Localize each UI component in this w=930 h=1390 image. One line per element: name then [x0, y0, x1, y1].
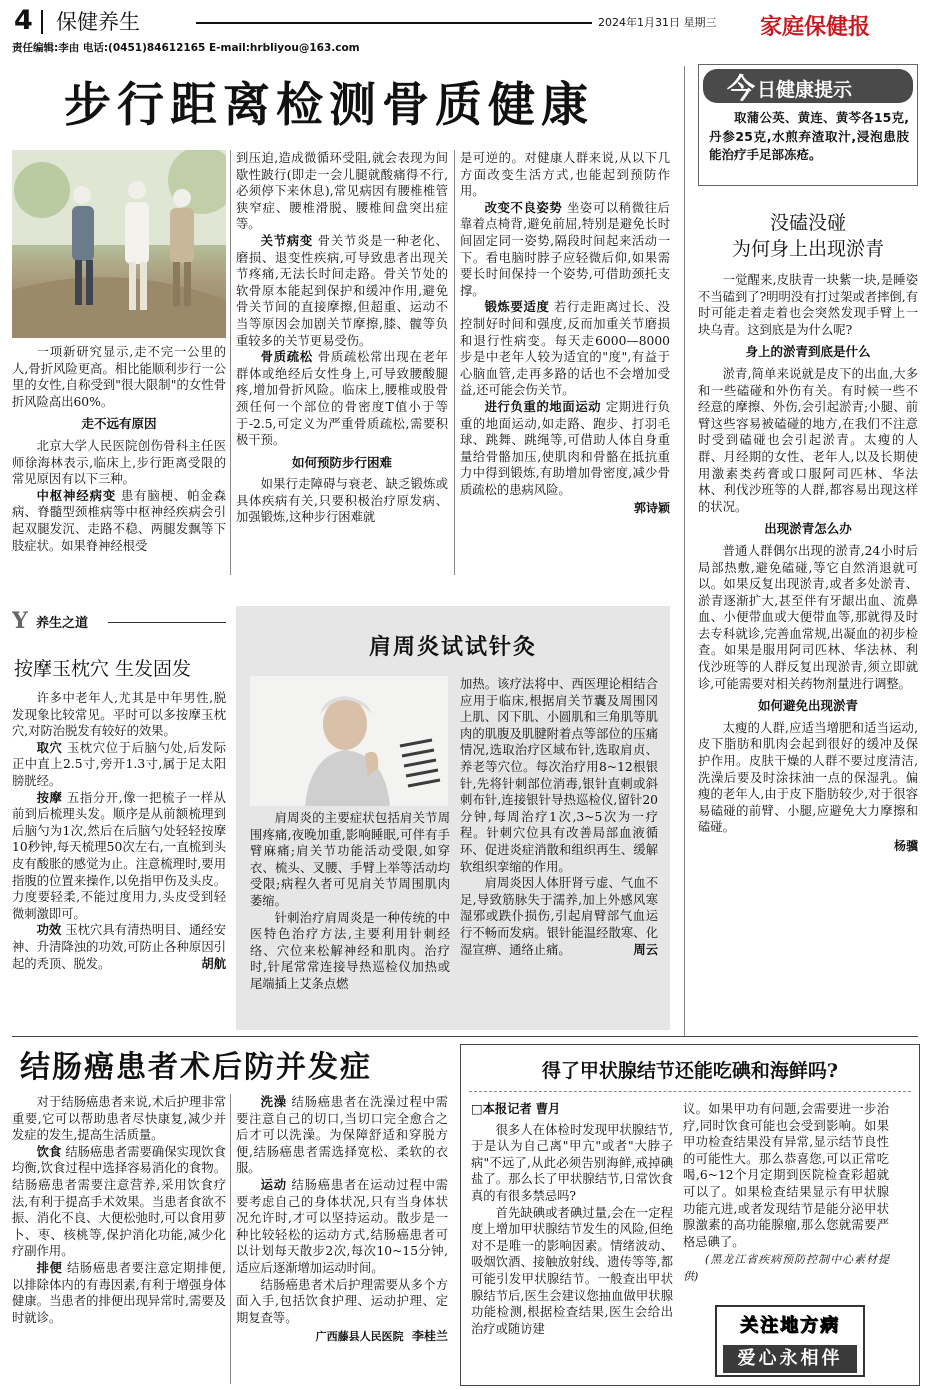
- shoulder-title: 肩周炎试试针灸: [368, 634, 537, 660]
- yangsheng-p1: 许多中老年人,尤其是中年男性,脱发现象比较常见。平时可以多按摩玉枕穴,对防治脱发有较好的效果。: [12, 691, 226, 739]
- colon-p3: 结肠癌患者要注意定期排便,以排除体内的有毒因素,有利于增强身体健康。当患者的排便出现异常时,需要及时就诊。: [12, 1260, 226, 1325]
- main-col1-text: 一项新研究显示,走不完一公里的人,骨折风险更高。相比能顺利步行一公里的女性,自称受到"很大限制"的女性骨折风险高出60%。: [12, 345, 226, 409]
- colon-p6: 结肠癌患者术后护理需要从多个方面入手,包括饮食护理、运动护理、定期复查等。: [236, 1277, 448, 1325]
- bruise-body: [698, 272, 918, 1032]
- keyword-diet: 饮食: [36, 1144, 62, 1159]
- page-number: 4: [14, 5, 33, 36]
- yangsheng-badge-label: 养生之道: [36, 616, 89, 631]
- keyword-cns: 中枢神经病变: [36, 488, 117, 503]
- subhead-cause: 走不远有原因: [81, 416, 157, 432]
- shoulder-p2: 针刺治疗肩周炎是一种传统的中医特色治疗方法,主要利用针刺经络、穴位来松解神经和肌肉。治疗时,针尾常常连接导热巡检仪加热或尾端插上艾条点燃: [250, 910, 450, 991]
- thyroid-box: [460, 1044, 920, 1386]
- bruise-sub2: 出现淤青怎么办: [764, 521, 852, 537]
- main-col2: [236, 150, 448, 574]
- thyroid-col1: [471, 1101, 673, 1383]
- keyword-sport: 运动: [260, 1177, 287, 1192]
- bruise-sub3: 如何避免出现淤青: [757, 698, 858, 714]
- shoulder-p1: 肩周炎的主要症状包括肩关节周围疼痛,夜晚加重,影响睡眠,可伴有手臂麻痛;肩关节功能活动受限,如穿衣、梳头、叉腰、手臂上举等活动均受限;病程久者可见肩关节周围肌肉萎缩。: [250, 811, 450, 908]
- keyword-posture: 改变不良姿势: [484, 200, 563, 215]
- y-logo-icon: Y: [12, 608, 28, 634]
- subhead-prevent: 如何预防步行困难: [291, 454, 392, 470]
- bruise-p1: 一觉醒来,皮肤青一块紫一块,是睡姿不当磕到了?明明没有打过架或者摔倒,有时可能走着走着也会突然发现手臂上一块乌青。这到底是为什么呢?: [698, 273, 918, 337]
- bruise-title-line1: 没磕没碰: [769, 212, 846, 234]
- walking-elders-photo: [12, 150, 226, 338]
- keyword-bowel: 排便: [36, 1260, 63, 1275]
- section-name: 保健养生: [56, 10, 140, 34]
- yangsheng-p3: 五指分开,像一把梳子一样从前到后梳理头发。顺序是从前额梳理到后脑勺为1次,然后在后脑勺处轻轻按摩10秒钟,每天梳理50次左右,一直梳到头皮有酸胀的感觉为止。注意梳理时,要用指腹的位置来操作,以免指甲伤及头皮。力度要轻柔,不能过度用力,头皮受到轻微刺激即可。: [12, 790, 226, 921]
- bruise-title: [698, 210, 918, 262]
- page-header: [0, 0, 930, 56]
- keyword-joint: 关节病变: [260, 233, 314, 248]
- main-col1-text2: 北京大学人民医院创伤骨科主任医师徐海林表示,临床上,步行距离受限的常见原因有以下三种。: [12, 438, 226, 487]
- colon-col1: [12, 1094, 226, 1386]
- thyroid-p2: 首先缺碘或者碘过量,会在一定程度上增加甲状腺结节发生的风险,但绝对不是唯一的影响因素。情绪波动、吸烟饮酒、接触放射线、遗传等等,都可能引发甲状腺结节。一般查出甲状腺结节后,医生会建议您抽血做甲状腺功能检测,根据检查结果,医生会给出治疗或随访建: [471, 1205, 673, 1336]
- main-col2-text3: 骨质疏松常出现在老年群体或绝经后女性身上,可导致腰酸腿疼,增加骨折风险。临床上,腰椎或股骨颈任何一个部位的骨密度T值小于等于-2.5,可定义为严重骨质疏松,需要积极干预。: [236, 350, 448, 448]
- keyword-quxue: 取穴: [36, 740, 63, 755]
- colon-hospital: 广西藤县人民医院: [315, 1330, 404, 1344]
- yangsheng-title: 按摩玉枕穴 生发固发: [14, 658, 192, 680]
- shoulder-col2: [460, 676, 658, 1020]
- local-disease-stamp: [715, 1305, 865, 1377]
- yangsheng-author: 胡航: [201, 956, 226, 971]
- colon-p4: 结肠癌患者在洗澡过程中需要注意自己的切口,当切口完全愈合之后才可以洗澡。为保障舒适和穿脱方便,结肠癌患者需选择宽松、柔软的衣服。: [236, 1095, 448, 1176]
- health-tips-header: [703, 69, 913, 103]
- main-col3-text: 是可逆的。对健康人群来说,从以下几方面改变生活方式,也能起到预防作用。: [460, 151, 670, 199]
- keyword-exercise: 锻炼要适度: [484, 300, 550, 315]
- bruise-title-line2: 为何身上出现淤青: [731, 238, 884, 260]
- yangsheng-body: [12, 690, 226, 1028]
- main-headline: 步行距离检测骨质健康: [64, 78, 594, 133]
- shoulder-box: [236, 606, 670, 1030]
- health-tips-text: 取蒲公英、黄连、黄芩各15克,丹参25克,水煎弃渣取汁,浸泡患肢能治疗手足部冻疮。: [709, 110, 909, 162]
- shoulder-author: 周云: [633, 942, 658, 957]
- colon-p5: 结肠癌患者在运动过程中需要考虑自己的身体状况,只有当身体状况允许时,才可以坚持运动。散步是一种比较轻松的运动方式,结肠癌患者可以计划每天散步2次,每次10~15分钟,适应后逐渐增加运动时间。: [236, 1177, 448, 1275]
- health-tips-box: [698, 64, 918, 186]
- keyword-gongxiao: 功效: [36, 923, 62, 938]
- main-col3-text2: 坐姿可以稍微往后靠着点椅背,避免前屈,特别是避免长时间固定同一姿势,隔段时间起来活动一下。看电脑时脖子应轻微后仰,如果需要长时间保持一个姿势,可借助颈托支撑。: [460, 200, 670, 298]
- bruise-p3: 普通人群偶尔出现的淤青,24小时后局部热敷,避免磕碰,等它自然消退就可以。如果反复出现淤青,或者多处淤青、淤青逐渐扩大,甚至伴有牙龈出血、流鼻血、小便带血或大便带血等,那就得及时去专科就诊,完善血常规,出凝血的初步检查。如果是服用阿司匹林、华法林、利伐沙班等的人群反复出现淤青,须立即就诊,可能需要对相关药物剂量进行调整。: [698, 543, 918, 691]
- thyroid-p1: 很多人在体检时发现甲状腺结节,于是认为自己离"甲亢"或者"大脖子病"不远了,从此必须告别海鲜,戒掉碘盐了。那么长了甲状腺结节,日常饮食真的有很多禁忌吗?: [471, 1122, 673, 1203]
- main-col3-text4: 定期进行负重的地面运动,如走路、跑步、打羽毛球、跳舞、跳绳等,可借助人体自身重量给骨骼加压,使肌肉和骨骼在抵抗重力中得到锻炼,有助增加骨密度,减少骨质疏松的患病风险。: [460, 399, 670, 497]
- colon-p2: 结肠癌患者需要确保实现饮食均衡,饮食过程中选择容易消化的食物。结肠癌患者需要注意营养,采用饮食疗法,有利于提高手术效果。当患者食欲不振、消化不良、大便松弛时,可以食用萝卜、枣、核桃等,保护消化功能,减少化疗副作用。: [12, 1144, 226, 1259]
- main-col1-text3: 患有脑梗、帕金森病、脊髓型颈椎病等中枢神经疾病会引起双腿发沉、走路不稳、两腿发飘等下肢症状。如果脊神经根受: [12, 488, 226, 553]
- yangsheng-badge: [12, 608, 226, 634]
- thyroid-title: 得了甲状腺结节还能吃碘和海鲜吗?: [469, 1051, 911, 1092]
- bruise-author: 杨骥: [893, 839, 918, 853]
- main-col3: [460, 150, 670, 576]
- thyroid-p3: 议。如果甲功有问题,会需要进一步治疗,同时饮食可能也会受到影响。如果甲功检查结果没有异常,显示结节良性的可能性大。那么恭喜您,可以正常吃喝,6~12个月定期到医院检查彩超就可以了。如果检查结果显示有甲状腺功能亢进,或者发现结节是能分泌甲状腺激素的高功能腺瘤,那么您就需要严格忌碘了。: [683, 1102, 889, 1249]
- shoulder-col1: [250, 810, 450, 1020]
- bruise-p4: 太瘦的人群,应适当增肥和适当运动,皮下脂肪和肌肉会起到很好的缓冲及保护作用。皮肤干燥的人群不要过度清洁,洗澡后要及时涂抹油一点的保湿乳。偏瘦的老年人,由于皮下脂肪较少,对于很容易磕碰的前臂、小腿,应避免大力摩擦和磕碰。: [698, 720, 918, 835]
- main-col3-text3: 若行走距离过长、没控制好时间和强度,反而加重关节磨损和退行性病变。每天走6000—8000步是中老年人较为适宜的"度",有益于心脑血管,走再多路的话也不会增加受益,还可能会伤关节。: [460, 300, 670, 398]
- bruise-sub1: 身上的淤青到底是什么: [745, 344, 871, 360]
- editor-info: 责任编辑:李由 电话:(0451)84612165 E-mail:hrbliyou@163.com: [12, 42, 360, 54]
- main-author: 郭诗颖: [633, 501, 670, 516]
- colon-author: 李桂兰: [411, 1329, 448, 1344]
- thyroid-col2: [683, 1101, 889, 1301]
- keyword-bath: 洗澡: [260, 1095, 287, 1109]
- keyword-weight: 进行负重的地面运动: [484, 399, 602, 414]
- bruise-p2: 淤青,简单来说就是皮下的出血,大多和一些磕碰和外伤有关。有时候一些不经意的摩擦、外伤,会引起淤青;小腿、前臂这些容易被磕碰的地方,在我们不注意时受到磕碰也会引起淤青。太瘦的人群、月经期的女性、老年人,以及长期使用激素类药膏或口服阿司匹林、华法林、利伐沙班等的人群,都容易出现这样的状况。: [698, 366, 918, 514]
- main-col2-text2: 骨关节炎是一种老化、磨损、退变性疾病,可导致患者出现关节疼痛,无法长时间走路。骨关节处的软骨原本能起到保护和缓冲作用,避免骨关节间的直接摩擦,但超重、运动不当等原因会加剧关节摩擦,膝、髋等负重较多的关节更易受伤。: [236, 233, 448, 348]
- thyroid-source: (黑龙江省疾病预防控制中心素材提供): [683, 1253, 889, 1283]
- thyroid-reporter: 曹月: [535, 1102, 561, 1116]
- colon-p1: 对于结肠癌患者来说,术后护理非常重要,它可以帮助患者尽快康复,减少并发症的发生,提高生活质量。: [12, 1095, 226, 1143]
- main-col2-text: 到压迫,造成微循环受阻,就会表现为间歇性跛行(即走一会儿腿就酸痛得不行,必须停下来休息),常见病因有腰椎椎管狭窄症、腰椎滑脱、腰椎间盘突出症等。: [236, 151, 448, 232]
- main-col2-text4: 如果行走障碍与衰老、缺乏锻炼或具体疾病有关,只要积极治疗原发病、加强锻炼,这种步行困难就: [236, 477, 448, 525]
- header-rule: [196, 22, 592, 24]
- shoulder-p3: 加热。该疗法将中、西医理论相结合应用于临床,根据肩关节囊及周围冈上肌、冈下肌、小圆肌和三角肌等肌肉的肌腹及肌腱附着点等部位的压痛情况,选取治疗区域布针,选取肩贞、养老等穴位。每次治疗用8~12根银针,先将针刺部位消毒,银针直刺或斜刺布针,连接银针导热巡检仪,留针20分钟,每周治疗1次,3~5次为一疗程。针刺穴位具有改善局部血液循环、促进炎症消散和组织再生、缓解软组织挛缩的作用。: [460, 677, 658, 874]
- shoulder-p4: 肩周炎因人体肝肾亏虚、气血不足,导致筋脉失于濡养,加上外感风寒湿邪或跌仆损伤,引起肩臂部气血运行不畅而发病。银针能温经散寒、化湿宣痹、通络止痛。: [460, 876, 658, 957]
- main-col1: [12, 344, 226, 576]
- health-tips-title-char: 今: [727, 72, 756, 105]
- thyroid-reporter-label: □本报记者: [471, 1102, 532, 1116]
- health-tips-title: 日健康提示: [757, 79, 853, 101]
- colon-col2: [236, 1094, 448, 1386]
- yangsheng-p4: 玉枕穴具有清热明目、通经安神、升清降浊的功效,可防止各种原因引起的秃顶、脱发。: [12, 923, 226, 971]
- header-date: 2024年1月31日 星期三: [598, 16, 717, 29]
- paper-name: 家庭保健报: [760, 15, 871, 40]
- yangsheng-p2: 玉枕穴位于后脑勺处,后发际正中直上2.5寸,旁开1.3寸,属于足太阳膀胱经。: [12, 740, 226, 788]
- colon-title: 结肠癌患者术后防并发症: [20, 1050, 372, 1085]
- shoulder-pain-photo: [250, 676, 448, 806]
- stamp-line2: 爱心永相伴: [723, 1345, 857, 1373]
- keyword-anmo: 按摩: [36, 790, 63, 805]
- keyword-osteo: 骨质疏松: [260, 350, 314, 365]
- stamp-line1: 关注地方病: [740, 1315, 840, 1336]
